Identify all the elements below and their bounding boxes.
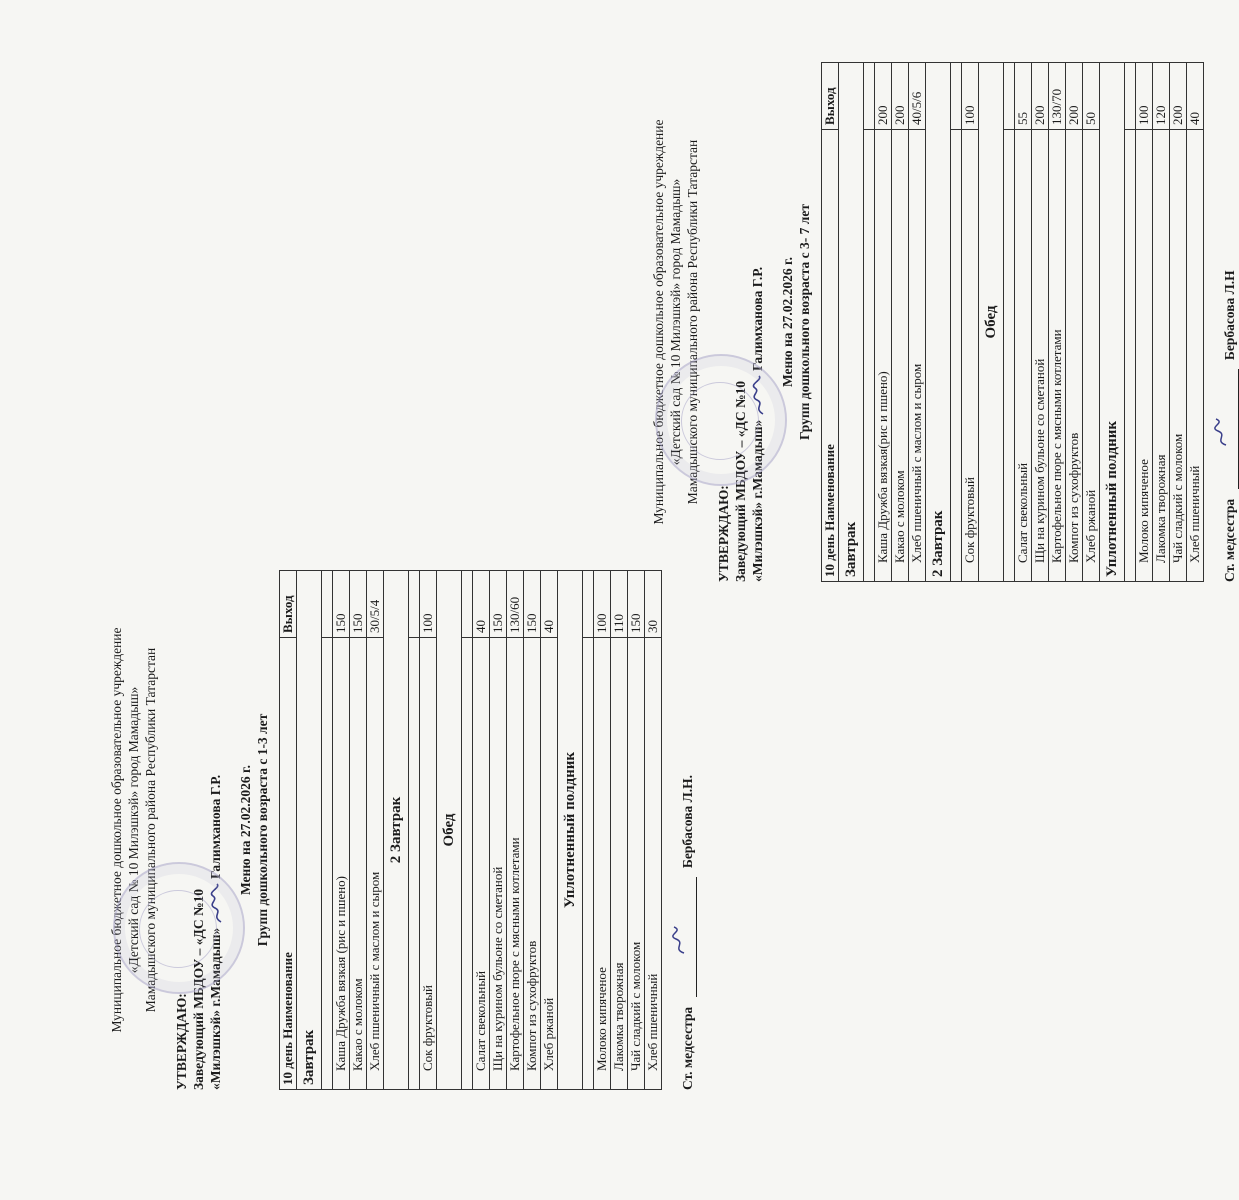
dish-name: Каша Дружба вязкая(рис и пшено) — [874, 130, 891, 582]
dish-output: 200 — [874, 63, 891, 130]
column-header-name: 10 день Наименование — [279, 638, 296, 1090]
spacer-row — [1003, 63, 1014, 582]
dish-output: 100 — [593, 571, 610, 638]
section-title: 2 Завтрак — [925, 63, 950, 582]
dish-output: 150 — [332, 571, 349, 638]
section-row — [296, 571, 321, 1090]
table-row — [332, 571, 349, 1090]
approve-org: «Милэшкэй» г.Мамадыш» — [208, 927, 223, 1090]
dish-output: 55 — [1014, 63, 1031, 130]
dish-name: Картофельное пюре с мясными котлетами — [506, 638, 523, 1090]
table-row — [891, 63, 908, 582]
section-title: Уплотненный полдник — [1099, 63, 1124, 582]
dish-name: Хлеб пшеничный с маслом и сыром — [366, 638, 383, 1090]
table-row — [472, 571, 489, 1090]
table-row — [540, 571, 557, 1090]
section-row — [838, 63, 863, 582]
spacer-row — [461, 571, 472, 1090]
menu-sheet-3-7 — [650, 62, 1239, 582]
signature-icon — [1212, 417, 1230, 449]
dish-name: Сок фруктовый — [419, 638, 436, 1090]
spacer-row — [950, 63, 961, 582]
stamp-seal-icon — [113, 862, 245, 994]
spacer-cell — [321, 638, 332, 1090]
dish-output: 150 — [523, 571, 540, 638]
table-row — [1048, 63, 1065, 582]
dish-name: Щи на курином бульоне со сметаной — [1031, 130, 1048, 582]
approve-label: УТВЕРЖДАЮ: — [174, 993, 189, 1090]
menu-title: Меню на 27.02.2026 г. — [779, 256, 795, 388]
spacer-cell — [408, 571, 419, 638]
spacer-cell — [1124, 130, 1135, 582]
stamp-seal-icon — [655, 354, 787, 486]
footer-label: Ст. медсестра — [679, 1006, 695, 1090]
dish-name: Какао с молоком — [349, 638, 366, 1090]
table-row — [523, 571, 540, 1090]
menu-sheet-1-3 — [108, 570, 697, 1090]
signature-line — [1222, 369, 1239, 489]
dish-name: Компот из сухофруктов — [523, 638, 540, 1090]
table-row — [419, 571, 436, 1090]
spacer-cell — [863, 63, 874, 130]
table-row — [874, 63, 891, 582]
approve-position: Заведующий МБДОУ – «ДС №10 — [191, 888, 206, 1090]
dish-output: 110 — [610, 571, 627, 638]
spacer-cell — [408, 638, 419, 1090]
spacer-row — [582, 571, 593, 1090]
section-row — [436, 571, 461, 1090]
dish-name: Картофельное пюре с мясными котлетами — [1048, 130, 1065, 582]
section-title: 2 Завтрак — [383, 571, 408, 1090]
dish-output: 40 — [540, 571, 557, 638]
approve-signer: Галимханова Г.Р. — [750, 266, 765, 371]
spacer-cell — [950, 63, 961, 130]
dish-name: Хлеб пшеничный — [1186, 130, 1203, 582]
org-line: Муниципальное бюджетное дошкольное образовательное учреждение — [109, 627, 124, 1033]
dish-name: Молоко кипяченое — [1135, 130, 1152, 582]
spacer-row — [863, 63, 874, 582]
spacer-row — [1124, 63, 1135, 582]
dish-name: Салат свекольный — [472, 638, 489, 1090]
menu-table — [279, 570, 662, 1090]
dish-name: Каша Дружба вязкая (рис и пшено) — [332, 638, 349, 1090]
dish-output: 50 — [1082, 63, 1099, 130]
table-row — [1186, 63, 1203, 582]
section-row — [383, 571, 408, 1090]
signature-line — [680, 877, 697, 997]
table-row — [1152, 63, 1169, 582]
dish-output: 100 — [419, 571, 436, 638]
dish-output: 150 — [489, 571, 506, 638]
spacer-cell — [1124, 63, 1135, 130]
spacer-row — [408, 571, 419, 1090]
dish-output: 150 — [349, 571, 366, 638]
table-row — [506, 571, 523, 1090]
table-row — [908, 63, 925, 582]
dish-output: 150 — [627, 571, 644, 638]
dish-output: 40/5/6 — [908, 63, 925, 130]
dish-output: 130/70 — [1048, 63, 1065, 130]
dish-name: Хлеб ржаной — [540, 638, 557, 1090]
table-row — [610, 571, 627, 1090]
spacer-cell — [863, 130, 874, 582]
footer-label: Ст. медсестра — [1221, 498, 1237, 582]
dish-name: Чай сладкий с молоком — [627, 638, 644, 1090]
spacer-cell — [321, 571, 332, 638]
spacer-cell — [461, 638, 472, 1090]
spacer-cell — [582, 638, 593, 1090]
section-title: Уплотненный полдник — [557, 571, 582, 1090]
dish-output: 40 — [472, 571, 489, 638]
dish-name: Хлеб ржаной — [1082, 130, 1099, 582]
menu-title: Меню на 27.02.2026 г. — [237, 764, 253, 896]
table-row — [1169, 63, 1186, 582]
dish-name: Компот из сухофруктов — [1065, 130, 1082, 582]
dish-name: Чай сладкий с молоком — [1169, 130, 1186, 582]
dish-name: Какао с молоком — [891, 130, 908, 582]
dish-output: 30/5/4 — [366, 571, 383, 638]
footer-signature — [1222, 62, 1239, 582]
column-header-output: Выход — [279, 571, 296, 638]
table-row — [489, 571, 506, 1090]
dish-output: 40 — [1186, 63, 1203, 130]
org-line: Мамадышского муниципального района Республики Татарстан — [143, 647, 158, 1013]
footer-signature — [680, 570, 697, 1090]
dish-name: Лакомка творожная — [610, 638, 627, 1090]
dish-output: 100 — [961, 63, 978, 130]
spacer-cell — [582, 571, 593, 638]
org-line: Муниципальное бюджетное дошкольное образовательное учреждение — [651, 119, 666, 525]
dish-output: 120 — [1152, 63, 1169, 130]
table-row — [1031, 63, 1048, 582]
dish-name: Хлеб пшеничный — [644, 638, 661, 1090]
table-row — [593, 571, 610, 1090]
signature-icon — [670, 925, 688, 957]
dish-output: 100 — [1135, 63, 1152, 130]
dish-output: 130/60 — [506, 571, 523, 638]
org-line: «Детский сад № 10 Милэшкэй» город Мамадыш» — [126, 686, 141, 974]
table-row — [627, 571, 644, 1090]
table-row — [961, 63, 978, 582]
table-row — [1014, 63, 1031, 582]
table-row — [1082, 63, 1099, 582]
org-line: Мамадышского муниципального района Республики Татарстан — [685, 139, 700, 505]
menu-subtitle: Групп дошкольного возраста с 1-3 лет — [254, 713, 270, 947]
dish-name: Щи на курином бульоне со сметаной — [489, 638, 506, 1090]
footer-name: Бербасова Л.Н. — [679, 775, 695, 869]
approval-block — [715, 62, 767, 582]
table-row — [1135, 63, 1152, 582]
menu-table — [821, 62, 1204, 582]
dish-name: Салат свекольный — [1014, 130, 1031, 582]
dish-output: 30 — [644, 571, 661, 638]
column-header-output: Выход — [821, 63, 838, 130]
organization-header — [650, 62, 701, 582]
dish-name: Сок фруктовый — [961, 130, 978, 582]
section-title: Обед — [978, 63, 1003, 582]
dish-output: 200 — [891, 63, 908, 130]
spacer-cell — [1003, 130, 1014, 582]
table-row — [1065, 63, 1082, 582]
dish-name: Молоко кипяченое — [593, 638, 610, 1090]
dish-output: 200 — [1065, 63, 1082, 130]
section-row — [978, 63, 1003, 582]
spacer-row — [321, 571, 332, 1090]
menu-subtitle: Групп дошкольного возраста с 3- 7 лет — [796, 204, 812, 440]
approve-label: УТВЕРЖДАЮ: — [716, 485, 731, 582]
dish-name: Хлеб пшеничный с маслом и сыром — [908, 130, 925, 582]
section-row — [925, 63, 950, 582]
approve-org: «Милэшкэй» г.Мамадыш» — [750, 419, 765, 582]
section-title: Обед — [436, 571, 461, 1090]
dish-name: Лакомка творожная — [1152, 130, 1169, 582]
spacer-cell — [1003, 63, 1014, 130]
approve-signer: Галимханова Г.Р. — [208, 774, 223, 879]
footer-name: Бербасова Л.Н — [1221, 270, 1237, 361]
spacer-cell — [461, 571, 472, 638]
approval-block — [173, 570, 225, 1090]
org-line: «Детский сад № 10 Милэшкэй» город Мамадыш» — [668, 178, 683, 466]
section-title: Завтрак — [838, 63, 863, 582]
approve-position: Заведующий МБДОУ – «ДС №10 — [733, 380, 748, 582]
section-row — [1099, 63, 1124, 582]
spacer-cell — [950, 130, 961, 582]
dish-output: 200 — [1031, 63, 1048, 130]
section-title: Завтрак — [296, 571, 321, 1090]
column-header-name: 10 день Наименование — [821, 130, 838, 582]
table-row — [366, 571, 383, 1090]
table-row — [349, 571, 366, 1090]
section-row — [557, 571, 582, 1090]
dish-output: 200 — [1169, 63, 1186, 130]
organization-header — [108, 570, 159, 1090]
table-row — [644, 571, 661, 1090]
